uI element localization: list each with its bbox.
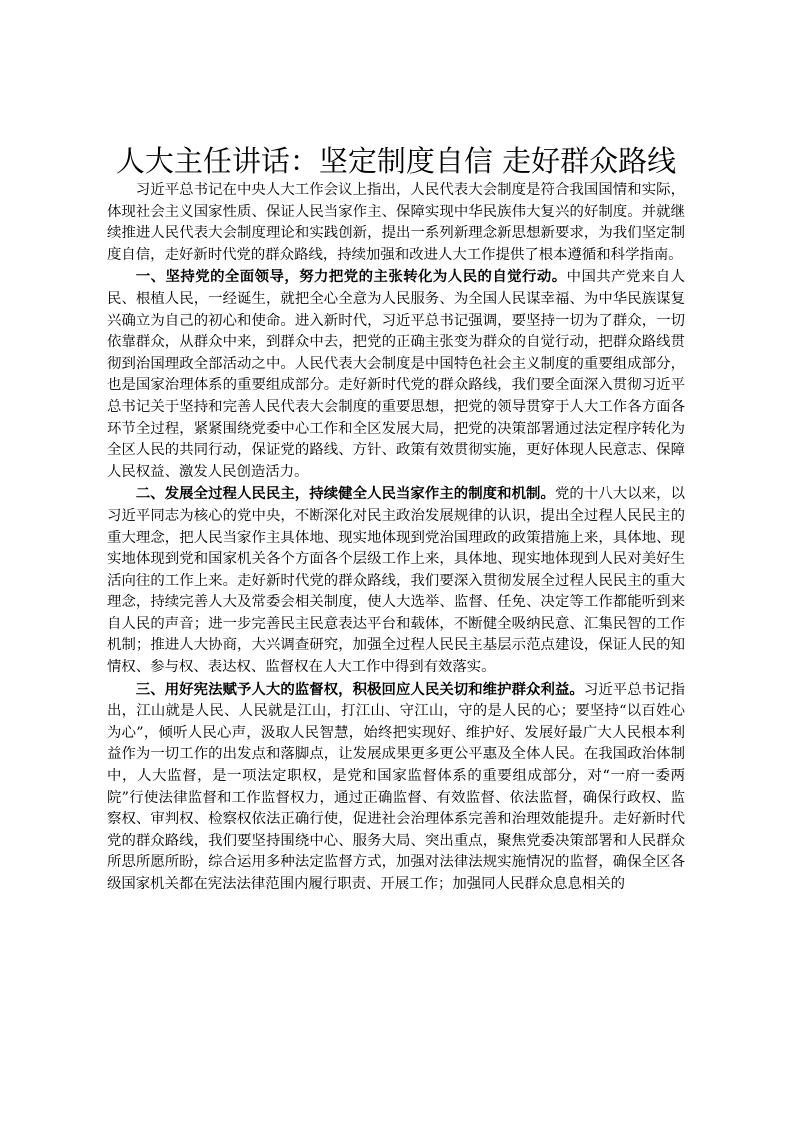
section-paragraph-2 (107, 483, 685, 678)
section-body-1: 中国共产党来自人民、根植人民，一经诞生，就把全心全意为人民服务、为全国人民谋幸福、为中华民族谋复兴确立为自己的初心和使命。进入新时代，习近平总书记强调，要坚持一切为了群众，一切依靠群众，从群众中来，到群众中去，把党的正确主张变为群众的自觉行动，把群众路线贯彻到治国理政全部活动之中。人民代表大会制度是中国特色社会主义制度的重要组成部分，也是国家治理体系的重要组成部分。走好新时代党的群众路线，我们要全面深入贯彻习近平总书记关于坚持和完善人民代表大会制度的重要思想，把党的领导贯穿于人大工作各方面各环节全过程，紧紧围绕党委中心工作和全区发展大局，把党的决策部署通过法定程序转化为全区人民的共同行动，保证党的路线、方针、政策有效贯彻实施，更好体现人民意志、保障人民权益、激发人民创造活力。 (107, 269, 685, 480)
document-title: 人大主任讲话：坚定制度自信 走好群众路线 (115, 144, 677, 178)
section-heading-1: 一、坚持党的全面领导，努力把党的主张转化为人民的自觉行动。 (135, 268, 567, 286)
section-heading-3: 三、用好宪法赋予人大的监督权，积极回应人民关切和维护群众利益。 (135, 680, 584, 698)
section-paragraph-1 (107, 266, 685, 483)
intro-paragraph: 习近平总书记在中央人大工作会议上指出，人民代表大会制度是符合我国国情和实际，体现社会主义国家性质、保证人民当家作主、保障实现中华民族伟大复兴的好制度。并就继续推进人民代表大会制度理论和实践创新，提出一系列新理念新思想新要求，为我们坚定制度自信，走好新时代党的群众路线，持续加强和改进人大工作提供了根本遵循和科学指南。 (107, 182, 685, 263)
section-body-3: 习近平总书记指出，江山就是人民、人民就是江山，打江山、守江山，守的是人民的心；要坚持“以百姓心为心”，倾听人民心声，汲取人民智慧，始终把实现好、维护好、发展好最广大人民根本利益作为一切工作的出发点和落脚点，让发展成果更多更公平惠及全体人民。在我国政治体制中，人大监督，是一项法定职权，是党和国家监督体系的重要组成部分，对“一府一委两院”行使法律监督和工作监督权力，通过正确监督、有效监督、依法监督，确保行政权、监察权、审判权、检察权依法正确行使，促进社会治理体系完善和治理效能提升。走好新时代党的群众路线，我们要坚持围绕中心、服务大局、突出重点，聚焦党委决策部署和人民群众所思所愿所盼，综合运用多种法定监督方式，加强对法律法规实施情况的监督，确保全区各级国家机关都在宪法法律范围内履行职责、开展工作；加强同人民群众息息相关的 (107, 681, 685, 892)
document-page (107, 142, 685, 896)
section-paragraph-3 (107, 679, 685, 896)
section-body-2: 党的十八大以来，以习近平同志为核心的党中央，不断深化对民主政治发展规律的认识，提出全过程人民民主的重大理念，把人民当家作主具体地、现实地体现到党治国理政的政策措施上来，具体地、现实地体现到党和国家机关各个方面各个层级工作上来，具体地、现实地体现到人民对美好生活向往的工作上来。走好新时代党的群众路线，我们要深入贯彻发展全过程人民民主的重大理念，持续完善人大及常委会相关制度，使人大选举、监督、任免、决定等工作都能听到来自人民的声音；进一步完善民主民意表达平台和载体，不断健全吸纳民意、汇集民智的工作机制；推进人大协商，大兴调查研究，加强全过程人民民主基层示范点建设，保证人民的知情权、参与权、表达权、监督权在人大工作中得到有效落实。 (107, 486, 685, 676)
section-heading-2: 二、发展全过程人民民主，持续健全人民当家作主的制度和机制。 (135, 485, 555, 503)
